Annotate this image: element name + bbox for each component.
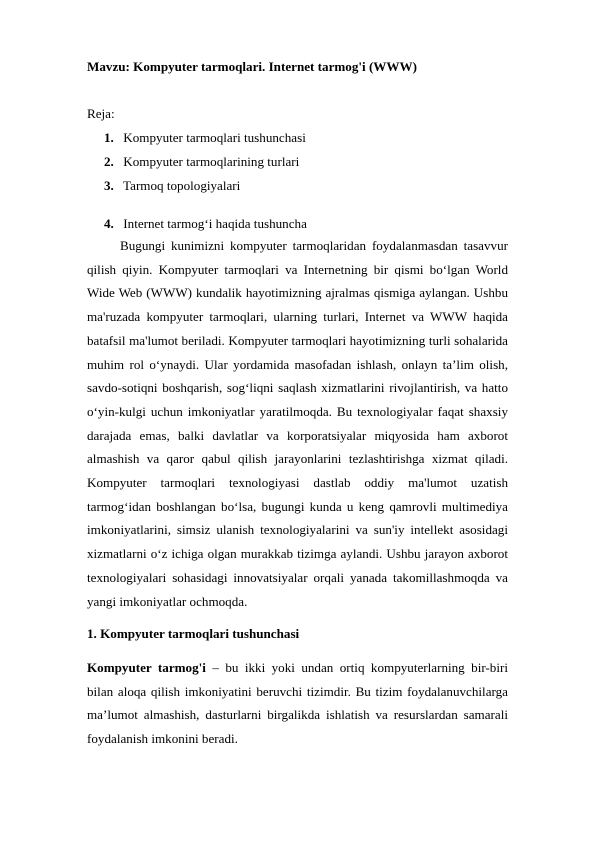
plan-item-text: Tarmoq topologiyalari: [123, 178, 241, 193]
plan-item-text: Internet tarmog‘i haqida tushuncha: [123, 216, 307, 231]
plan-label: Reja:: [87, 106, 115, 121]
definition-text: – bu ikki yoki undan ortiq kompyuterlarning bir-biri bilan aloqa qilish imkoniyatini beruvchi tizimdir. Bu tizim foydalanuvchilarga ma’lumot almashish, dasturlarni birgalikda ishlatish va resurslardan samarali foydalanish imkonini beradi.: [87, 660, 508, 747]
document-title: Mavzu: Kompyuter tarmoqlari. Internet tarmog'i (WWW): [87, 59, 417, 74]
plan-item-text: Kompyuter tarmoqlarining turlari: [123, 154, 300, 169]
section-heading: 1. Kompyuter tarmoqlari tushunchasi: [87, 626, 300, 641]
definition-paragraph: [87, 656, 508, 751]
plan-item-3: [104, 178, 240, 194]
plan-item-number: 1.: [104, 130, 114, 145]
intro-paragraph: Bugungi kunimizni kompyuter tarmoqlaridan foydalanmasdan tasavvur qilish qiyin. Kompyuter tarmoqlari va Internetning bir qismi bo‘lgan World Wide Web (WWW) kundalik hayotimizning ajralmas qismiga aylangan. Ushbu ma'ruzada kompyuter tarmoqlari, ularning turlari, Internet va WWW haqida batafsil ma'lumot beriladi. Kompyuter tarmoqlari hayotimizning turli sohalarida muhim rol o‘ynaydi. Ular yordamida masofadan ishlash, onlayn ta’lim olish, savdo-sotiqni boshqarish, sog‘liqni saqlash xizmatlarini rivojlantirish, va hatto o‘yin-kulgi uchun imkoniyatlar yaratilmoqda. Bu texnologiyalar faqat shaxsiy darajada emas, balki davlatlar va korporatsiyalar miqyosida ham axborot almashish va qaror qabul qilish jarayonlarini tezlashtirishga xizmat qiladi. Kompyuter tarmoqlari texnologiyasi dastlab oddiy ma'lumot uzatish tarmog‘idan boshlangan bo‘lsa, bugungi kunda u keng qamrovli multimediya imkoniyatlarini, simsiz ulanish texnologiyalarini va sun'iy intellekt asosidagi xizmatlarni o‘z ichiga olgan murakkab tizimga aylandi. Ushbu jarayon axborot texnologiyalari sohasidagi innovatsiyalar orqali yanada takomillashmoqda va yangi imkoniyatlar ochmoqda.: [87, 238, 508, 609]
plan-item-number: 3.: [104, 178, 114, 193]
plan-item-2: [104, 154, 299, 170]
plan-item-number: 4.: [104, 216, 114, 231]
plan-item-text: Kompyuter tarmoqlari tushunchasi: [123, 130, 306, 145]
plan-item-4: [104, 216, 307, 232]
plan-item-number: 2.: [104, 154, 114, 169]
definition-term: Kompyuter tarmog'i: [87, 660, 206, 675]
plan-item-1: [104, 130, 306, 146]
